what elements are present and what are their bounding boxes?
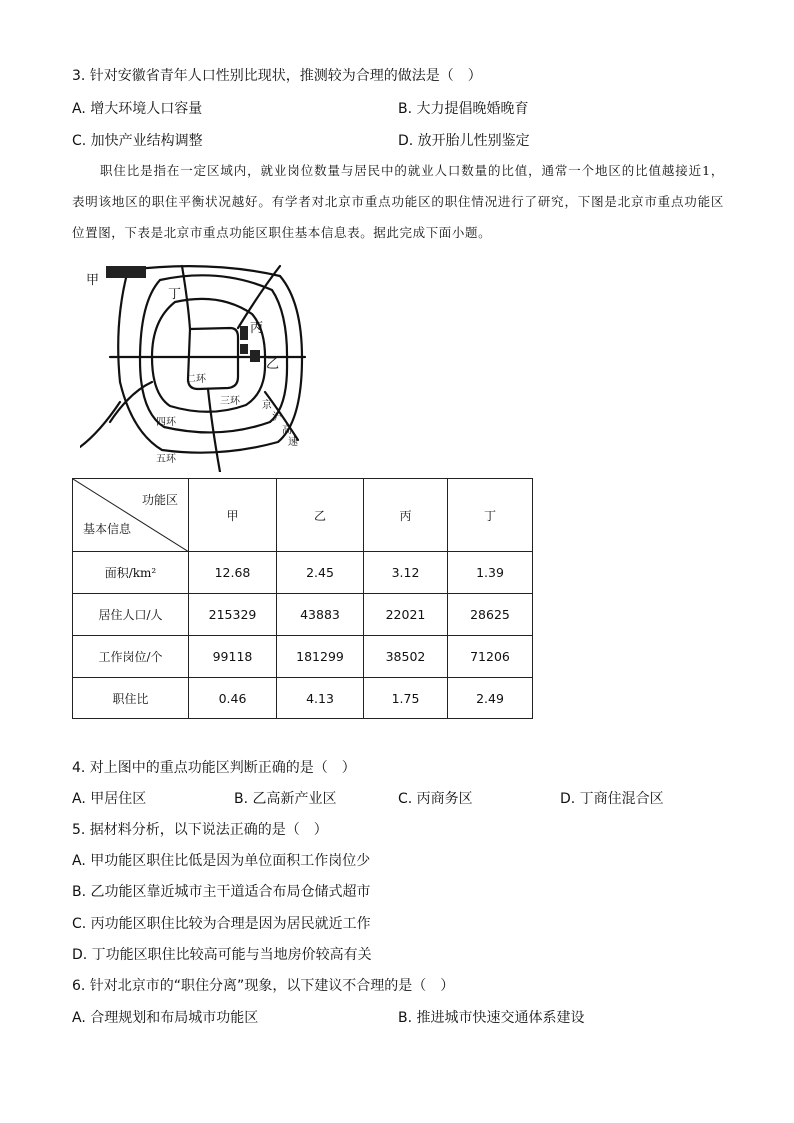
q5-option-d: D. 丁功能区职住比较高可能与当地房价较高有关 — [72, 947, 372, 963]
table-corner-header — [73, 479, 189, 552]
zone-ding-block — [240, 326, 248, 340]
table-cell: 38502 — [364, 636, 448, 678]
q6-stem: 6. 针对北京市的“职住分离”现象，以下建议不合理的是（ ） — [72, 978, 455, 994]
map-label-yi: 乙 — [266, 357, 280, 372]
table-row — [73, 636, 533, 678]
q3-option-b: B. 大力提倡晚婚晚育 — [398, 101, 529, 117]
passage-text: 职住比是指在一定区域内，就业岗位数量与居民中的就业人口数量的比值，通常一个地区的比值越接近1，表明该地区的职住平衡状况越好。有学者对北京市重点功能区的职住情况进行了研究，下图是北京市重点功能区位置图，下表是北京市重点功能区职住基本信息表。据此完成下面小题。 — [72, 163, 724, 240]
passage — [72, 155, 724, 248]
zone-yi-block — [250, 350, 260, 362]
q3-option-a: A. 增大环境人口容量 — [72, 101, 203, 117]
northeast-road — [238, 266, 280, 328]
table-row — [73, 594, 533, 636]
beijing-functional-zone-map — [80, 262, 310, 472]
q6-option-a: A. 合理规划和布局城市功能区 — [72, 1010, 259, 1026]
q5-option-c: C. 丙功能区职住比较为合理是因为居民就近工作 — [72, 916, 371, 932]
map-label-hw2: 沪 — [272, 412, 282, 423]
q4-option-a: A. 甲居住区 — [72, 791, 147, 807]
map-label-hw3: 高 — [282, 425, 292, 436]
map-label-ding: 丁 — [168, 287, 182, 302]
table-cell: 4.13 — [277, 678, 364, 719]
south-road — [208, 389, 220, 472]
column-header: 丙 — [364, 479, 448, 552]
q6-option-b: B. 推进城市快速交通体系建设 — [398, 1010, 585, 1026]
header-info-label: 基本信息 — [83, 522, 132, 536]
table-cell: 1.39 — [448, 552, 533, 594]
column-header: 甲 — [189, 479, 277, 552]
header-zone-label: 功能区 — [141, 493, 178, 507]
table-cell: 22021 — [364, 594, 448, 636]
map-label-ring5: 五环 — [156, 454, 176, 465]
table-row — [73, 552, 533, 594]
q4-option-d: D. 丁商住混合区 — [560, 791, 664, 807]
table-cell: 99118 — [189, 636, 277, 678]
row-label: 居住人口/人 — [73, 594, 189, 636]
table-cell: 2.49 — [448, 678, 533, 719]
zone-info-table — [72, 478, 533, 719]
q5-option-b: B. 乙功能区靠近城市主干道适合布局仓储式超市 — [72, 884, 371, 900]
southwest-road — [80, 402, 120, 447]
map-label-ring2: 二环 — [186, 374, 206, 385]
q5-option-a: A. 甲功能区职住比低是因为单位面积工作岗位少 — [72, 853, 371, 869]
q5-stem: 5. 据材料分析，以下说法正确的是（ ） — [72, 822, 328, 838]
map-label-ring3: 三环 — [220, 396, 240, 407]
map-label-hw4: 速 — [288, 437, 298, 448]
table-row — [73, 678, 533, 719]
table-cell: 28625 — [448, 594, 533, 636]
q4-stem: 4. 对上图中的重点功能区判断正确的是（ ） — [72, 760, 356, 776]
table-cell: 12.68 — [189, 552, 277, 594]
table-cell: 215329 — [189, 594, 277, 636]
table-cell: 181299 — [277, 636, 364, 678]
map-label-hw1: 京 — [262, 400, 272, 411]
q3-option-c: C. 加快产业结构调整 — [72, 133, 203, 149]
zone-bing-block — [240, 344, 248, 354]
column-header: 丁 — [448, 479, 533, 552]
row-label: 职住比 — [73, 678, 189, 719]
q3-stem: 3. 针对安徽省青年人口性别比现状，推测较为合理的做法是（ ） — [72, 68, 482, 84]
q4-option-b: B. 乙高新产业区 — [234, 791, 337, 807]
zone-jia-block — [106, 266, 146, 278]
map-label-jia: 甲 — [86, 273, 100, 288]
table-cell: 2.45 — [277, 552, 364, 594]
table-header-row — [73, 479, 533, 552]
row-label: 面积/km² — [73, 552, 189, 594]
table-cell: 71206 — [448, 636, 533, 678]
map-label-ring4: 四环 — [156, 417, 176, 428]
table-cell: 1.75 — [364, 678, 448, 719]
q3-option-d: D. 放开胎儿性别鉴定 — [398, 133, 530, 149]
table-cell: 0.46 — [189, 678, 277, 719]
column-header: 乙 — [277, 479, 364, 552]
table-cell: 43883 — [277, 594, 364, 636]
table-cell: 3.12 — [364, 552, 448, 594]
row-label: 工作岗位/个 — [73, 636, 189, 678]
map-label-bing: 丙 — [250, 321, 264, 336]
q4-option-c: C. 丙商务区 — [398, 791, 473, 807]
